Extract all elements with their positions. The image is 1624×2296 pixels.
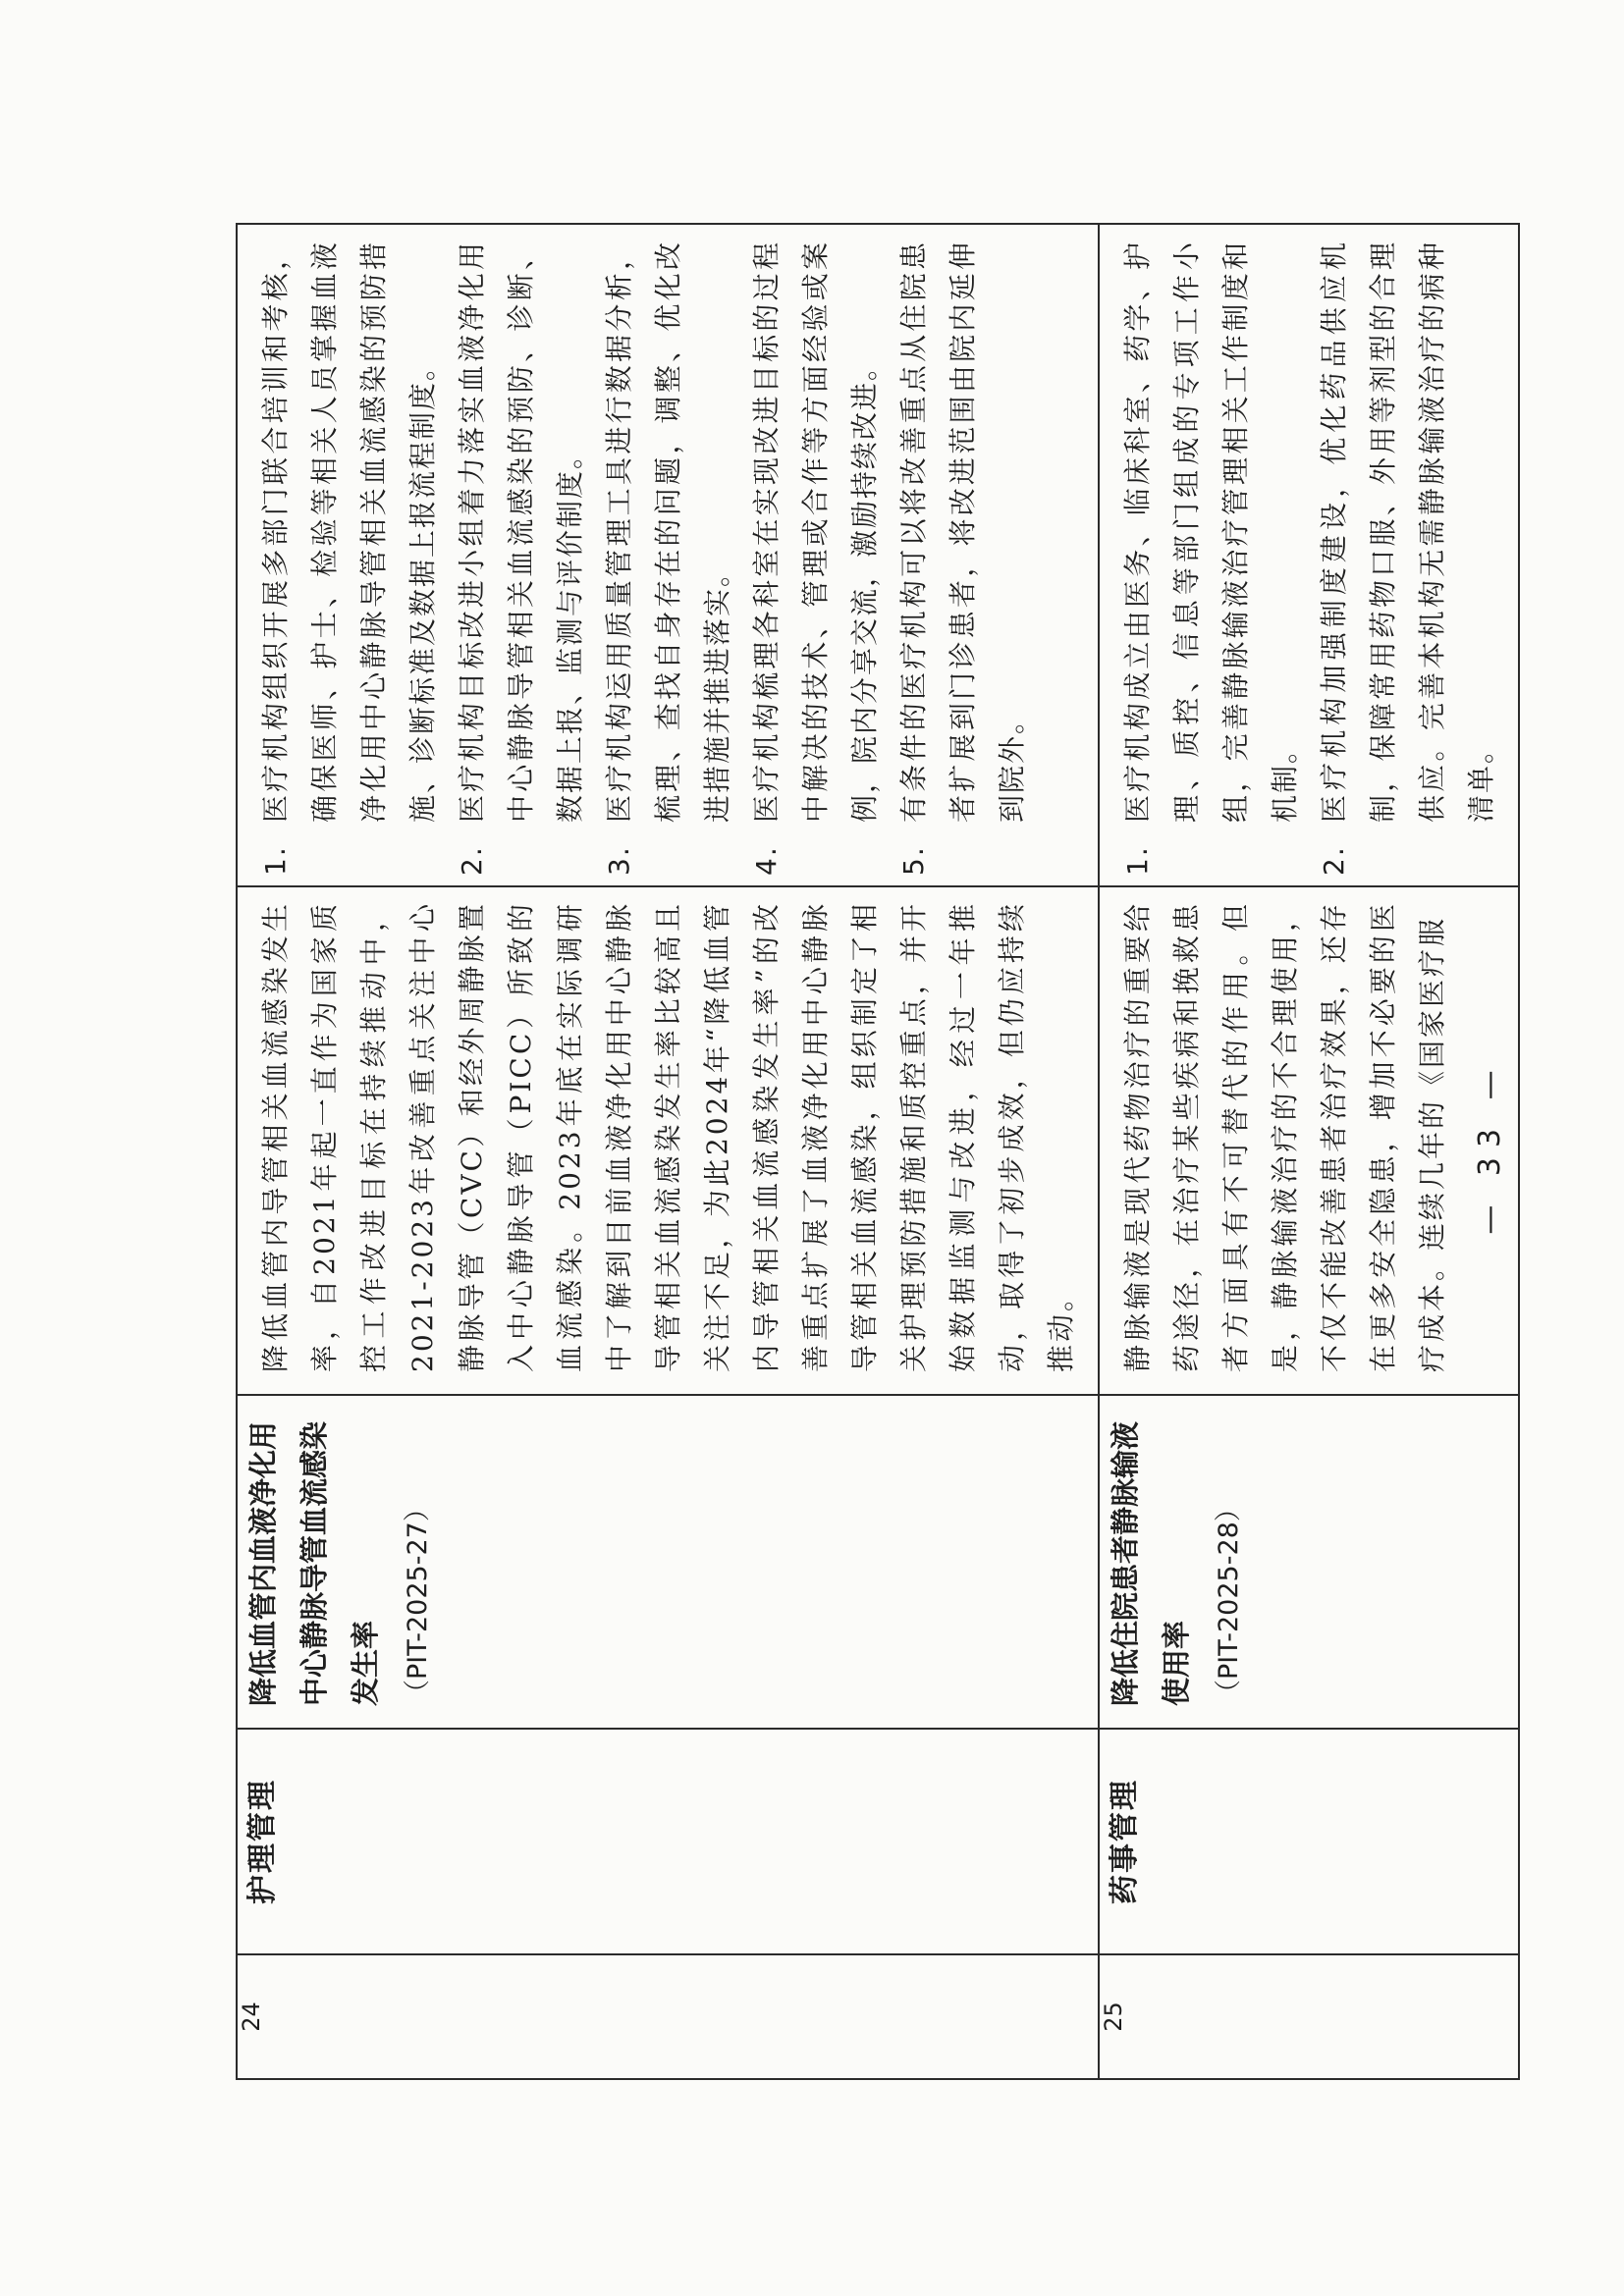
- measure-item: 3. 医疗机构运用质量管理工具进行数据分析，梳理、查找自身存在的问题，调整、优化改进措施并推进落实。: [603, 240, 733, 876]
- target-name-cell: [1099, 1395, 1519, 1729]
- target-name: [238, 1396, 444, 1728]
- quality-improvement-table: [236, 223, 1520, 2080]
- measure-item: 4. 医疗机构梳理各科室在实现改进目标的过程中解决的技术、管理或合作等方面经验或案例，院内分享交流，激励持续改进。: [750, 240, 881, 876]
- measure-item: 5. 有条件的医疗机构可以将改善重点从住院患者扩展到门诊患者，将改进范围由院内延伸到院外。: [897, 240, 1028, 876]
- target-name-cell: [237, 1395, 1099, 1729]
- page-number: — 33 —: [1473, 1060, 1507, 1235]
- row-number-cell: [237, 1954, 1099, 2079]
- measures-list: [1100, 225, 1518, 885]
- measure-item: 2. 医疗机构加强制度建设，优化药品供应机制，保障常用药物口服、外用等剂型的合理供应。完善本机构无需静脉输液治疗的病种清单。: [1318, 240, 1497, 876]
- background-cell: [237, 886, 1099, 1395]
- background-text: 静脉输液是现代药物治疗的重要给药途径，在治疗某些疾病和挽救患者方面具有不可替代的作用。但是，静脉输液治疗的不合理使用，不仅不能改善患者治疗效果，还存在更多安全隐患，增加不必要的医疗成本。连续几年的《国家医疗服: [1121, 901, 1448, 1372]
- target-title: 降低住院患者静脉输液使用率: [1109, 1420, 1193, 1706]
- target-code: （PIT-2025-27）: [403, 1495, 433, 1706]
- category-cell: [237, 1729, 1099, 1954]
- row-number: 25: [1100, 2002, 1127, 2032]
- target-title: 降低血管内血液净化用中心静脉导管血流感染发生率: [246, 1420, 382, 1706]
- measure-item: 1. 医疗机构组织开展多部门联合培训和考核，确保医师、护士、检验等相关人员掌握血液净化用中心静脉导管相关血流感染的预防措施、诊断标准及数据上报流程制度。: [259, 240, 439, 876]
- category-label: 药事管理: [1108, 1779, 1142, 1904]
- target-code: （PIT-2025-28）: [1214, 1495, 1244, 1706]
- row-number: 24: [238, 2002, 265, 2032]
- table-row: [1099, 224, 1519, 2079]
- row-number-cell: [1099, 1954, 1519, 2079]
- measures-cell: [237, 224, 1099, 886]
- table-row: [237, 224, 1099, 2079]
- category-label: 护理管理: [245, 1779, 280, 1904]
- background-cell: [1099, 886, 1519, 1395]
- measure-item: 2. 医疗机构目标改进小组着力落实血液净化用中心静脉导管相关血流感染的预防、诊断、数据上报、监测与评价制度。: [456, 240, 586, 876]
- category-cell: [1099, 1729, 1519, 1954]
- measure-item: 1. 医疗机构成立由医务、临床科室、药学、护理、质控、信息等部门组成的专项工作小组，完善静脉输液治疗管理相关工作制度和机制。: [1121, 240, 1301, 876]
- measures-list: [238, 225, 1049, 885]
- target-name: [1100, 1396, 1255, 1728]
- background-text: 降低血管内导管相关血流感染发生率，自2021年起一直作为国家质控工作改进目标在持续推动中，2021-2023年改善重点关注中心静脉导管（CVC）和经外周静脉置入中心静脉导管（PICC）所致的血流感染。2023年底在实际调研中了解到目前血液净化用中心静脉导管相关血流感染发生率比较高且关注不足，为此2024年“降低血管内导管相关血流感染发生率”的改善重点扩展了血液净化用中心静脉导管相关血流感染，组织制定了相关护理预防措施和质控重点，并开始数据监测与改进，经过一年推动，取得了初步成效，但仍应持续推动。: [259, 901, 1077, 1372]
- measures-cell: [1099, 224, 1519, 886]
